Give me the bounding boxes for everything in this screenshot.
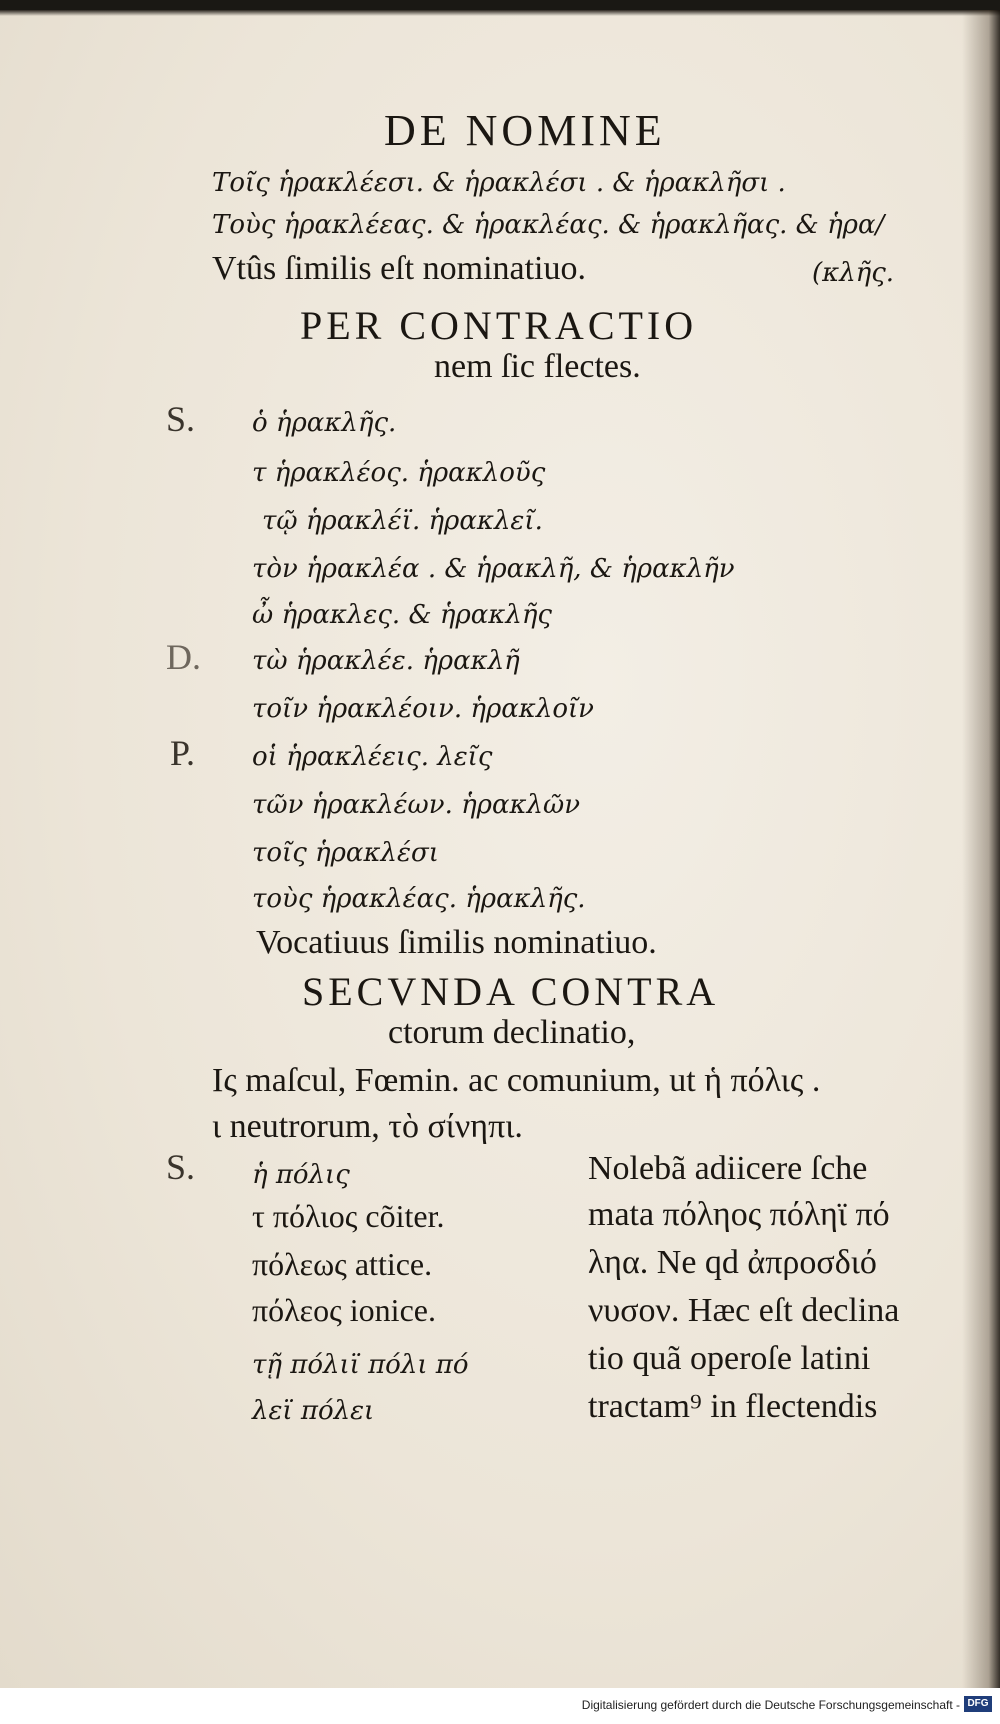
second-right-line: Nolebã adiicere ſche (588, 1150, 868, 1187)
plural-form: τοῖς ἡρακλέσι (252, 838, 439, 868)
second-right-line: ληα. Ne qd ἀπροσδιό (588, 1244, 877, 1281)
masculine-feminine-line: Ις maſcul, Fœmin. ac comunium, ut ἡ πόλις . (212, 1062, 821, 1099)
heading-second: SECVNDA CONTRA (302, 969, 720, 1014)
running-head: DE NOMINE (384, 106, 666, 155)
plural-label: P. (170, 733, 196, 773)
singular-form: τὸν ἡρακλέα . & ἡρακλῆ, & ἡρακλῆν (252, 554, 735, 584)
second-left-line: τῇ πόλιϊ πόλι πό (252, 1350, 469, 1380)
singular-label: S. (166, 399, 196, 439)
second-left-line: ἡ πόλις (252, 1160, 350, 1190)
subheading-second: ctorum declinatio, (388, 1014, 636, 1051)
heading-contraction: PER CONTRACTIO (300, 303, 698, 348)
subheading-contraction: nem ſic flectes. (434, 348, 641, 385)
second-right-line: mata πόληος πόληϊ πό (588, 1196, 890, 1233)
dual-form: τὼ ἡρακλέε. ἡρακλῆ (252, 646, 520, 676)
plural-form: τοὺς ἡρακλέας. ἡρακλῆς. (252, 884, 586, 914)
dative-plural-line: Τοῖς ἡρακλέεσι. & ἡρακλέσι . & ἡρακλῆσι . (212, 168, 786, 198)
singular-form: ὦ ἡρακλες. & ἡρακλῆς (252, 600, 552, 630)
dual-label: D. (166, 637, 201, 677)
gutter-shadow (962, 10, 1000, 1688)
second-singular-label: S. (166, 1147, 196, 1187)
singular-form: ὁ ἡρακλῆς. (252, 408, 397, 438)
vocative-continuation: (κλῆς. (812, 258, 895, 288)
singular-form: τ ἡρακλέος. ἡρακλοῦς (252, 458, 546, 488)
vocative-note: Vocatiuus ſimilis nominatiuo. (256, 924, 657, 961)
second-right-line: tractam⁹ in flectendis (588, 1388, 878, 1425)
second-left-line: πόλεως attice. (252, 1246, 433, 1282)
second-right-line: νυσον. Hæc eſt declina (588, 1292, 900, 1329)
second-left-line: τ πόλιος cõiter. (252, 1198, 445, 1234)
second-left-line: λεϊ πόλει (252, 1396, 375, 1426)
vocative-line: Vtûs ſimilis eſt nominatiuo. (212, 250, 586, 287)
plural-form: τῶν ἡρακλέων. ἡρακλῶν (252, 790, 581, 820)
book-page (0, 10, 1000, 1688)
dual-form: τοῖν ἡρακλέοιν. ἡρακλοῖν (252, 694, 594, 724)
digitization-footer (0, 1688, 1000, 1724)
second-right-line: tio quã operoſe latini (588, 1340, 871, 1377)
plural-form: οἱ ἡρακλέεις. λεῖς (252, 742, 493, 772)
dfg-logo-icon: DFG (964, 1696, 992, 1712)
neuter-line: ι neutrorum, τὸ σίνηπι. (212, 1108, 523, 1145)
page-top-edge (0, 10, 1000, 16)
funding-credit: Digitalisierung gefördert durch die Deutsche Forschungsgemeinschaft - (581, 1698, 960, 1712)
accusative-plural-line: Τοὺς ἡρακλέεας. & ἡρακλέας. & ἡρακλῆας. & ἡρα/ (212, 210, 885, 240)
singular-form: τῷ ἡρακλέϊ. ἡρακλεῖ. (262, 506, 543, 536)
second-left-line: πόλεος ionice. (252, 1292, 436, 1328)
